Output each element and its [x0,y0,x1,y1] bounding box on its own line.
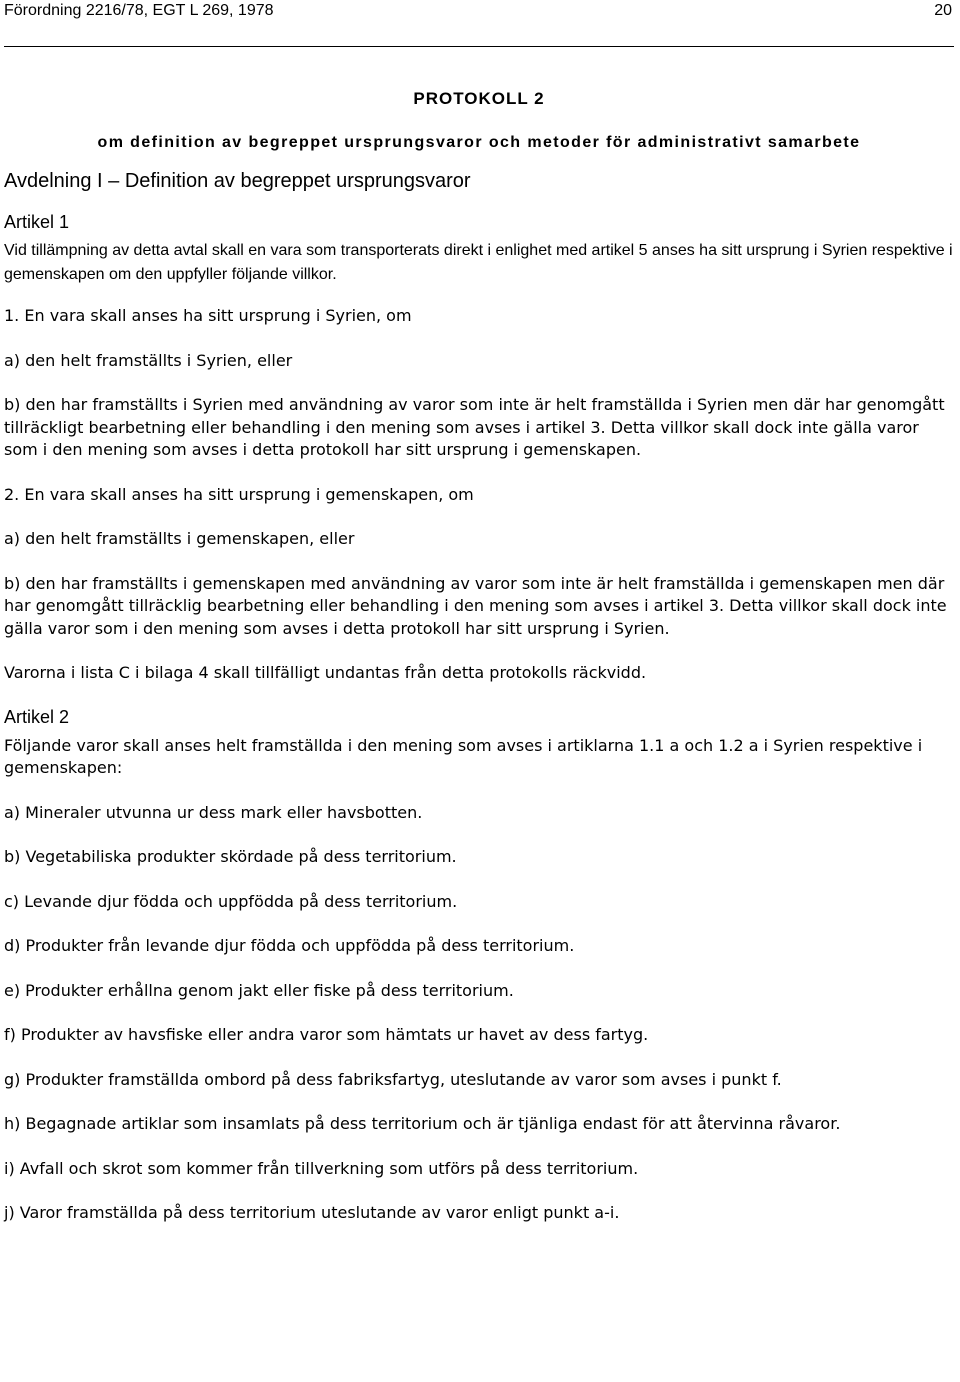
list-item: e) Produkter erhållna genom jakt eller fiske på dess territorium. [4,980,514,1000]
protocol-title: PROTOKOLL 2 [413,89,545,108]
header-rule [4,46,954,47]
article-1-paragraph-2b: b) den har framställts i gemenskapen med användning av varor som inte är helt framställda i gemenskapen men där har genomgått tillräcklig bearbetning eller behandling i den mening som avses i artikel 3. Detta villkor skall dock inte gälla varor som i den mening som avses i detta protokoll har sitt ursprung i Syrien. [4,573,947,638]
page-header [4,0,954,48]
page-number: 20 [934,2,952,19]
list-item: i) Avfall och skrot som kommer från tillverkning som utförs på dess territorium. [4,1158,639,1178]
list-item: b) Vegetabiliska produkter skördade på dess territorium. [4,847,457,866]
article-1-intro: Vid tillämpning av detta avtal skall en vara som transporterats direkt i enlighet med artikel 5 anses ha sitt ursprung i Syrien respektive i gemenskapen om den uppfyller följande villkor. [4,242,953,283]
article-1-paragraph-1b: b) den har framställts i Syrien med användning av varor som inte är helt framställda i Syrien men där har genomgått tillräckligt bearbetning eller behandling i den mening som avses i artikel 3. Detta villkor skall dock inte gälla varor som i den mening som avses i detta protokoll har sitt ursprung i gemenskapen. [4,395,945,459]
list-item: a) Mineraler utvunna ur dess mark eller havsbotten. [4,802,423,822]
list-item: g) Produkter framställda ombord på dess fabriksfartyg, uteslutande av varor som avses i punkt f. [4,1069,782,1089]
article-2-heading: Artikel 2 [4,706,70,727]
article-1-paragraph-2: 2. En vara skall anses ha sitt ursprung i gemenskapen, om [4,484,474,504]
list-item: c) Levande djur födda och uppfödda på dess territorium. [4,891,458,911]
list-item: j) Varor framställda på dess territorium uteslutande av varor enligt punkt a-i. [4,1203,620,1222]
article-1-paragraph-2a: a) den helt framställts i gemenskapen, eller [4,529,355,548]
document-body [4,89,954,1225]
section-heading: Avdelning I – Definition av begreppet ursprungsvaror [4,170,471,192]
list-item: d) Produkter från levande djur födda och uppfödda på dess territorium. [4,936,575,955]
article-1-paragraph-1a: a) den helt framställts i Syrien, eller [4,350,293,370]
list-item: h) Begagnade artiklar som insamlats på dess territorium och är tjänliga endast för att återvinna råvaror. [4,1114,841,1133]
article-2-intro: Följande varor skall anses helt framställda i den mening som avses i artiklarna 1.1 a och 1.2 a i Syrien respektive i gemenskapen: [4,735,923,777]
article-1-note: Varorna i lista C i bilaga 4 skall tillfälligt undantas från detta protokolls räckvidd. [4,663,647,682]
article-1-paragraph-1: 1. En vara skall anses ha sitt ursprung i Syrien, om [4,306,412,325]
list-item: f) Produkter av havsfiske eller andra varor som hämtats ur havet av dess fartyg. [4,1025,649,1044]
protocol-subtitle: om definition av begreppet ursprungsvaror och metoder för administrativt samarbete [97,134,861,151]
document-reference: Förordning 2216/78, EGT L 269, 1978 [4,2,274,19]
article-1-heading: Artikel 1 [4,212,70,232]
